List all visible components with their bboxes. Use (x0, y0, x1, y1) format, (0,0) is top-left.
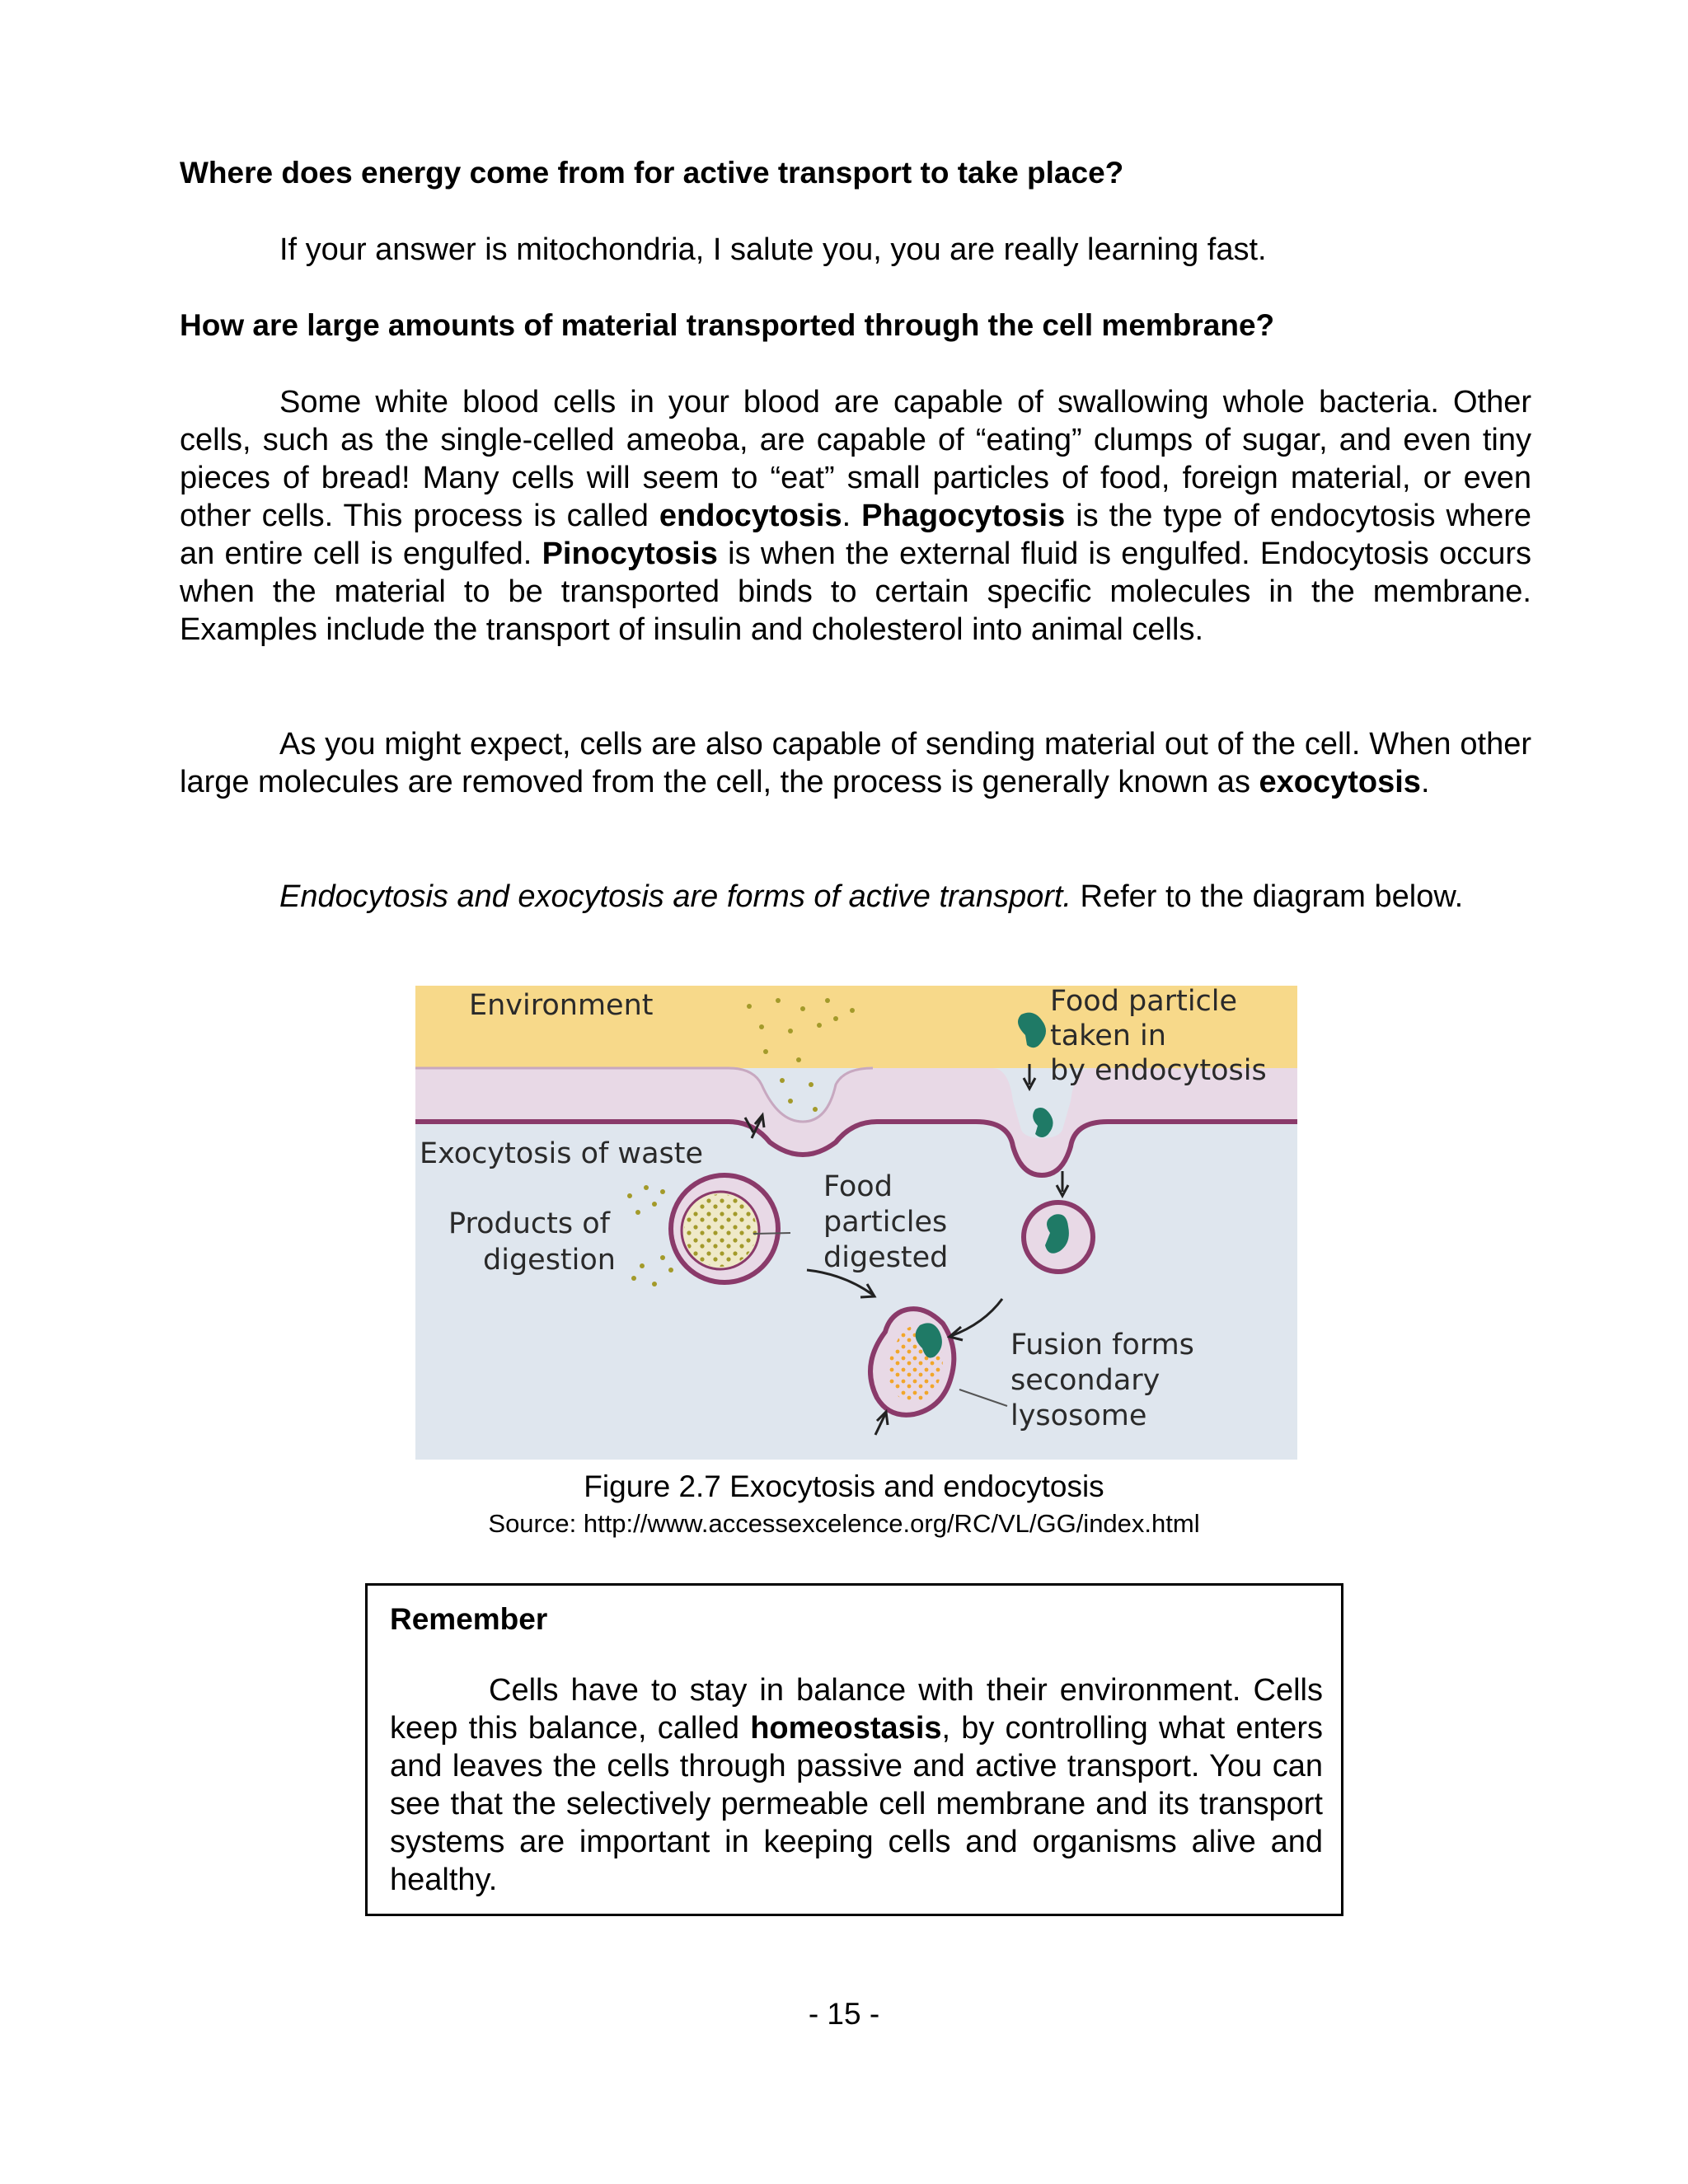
exocytosis-endocytosis-diagram (415, 986, 1297, 1460)
digestion-vesicle (671, 1175, 778, 1282)
label-fusion-1: Fusion forms (1010, 1329, 1194, 1361)
remember-text (390, 1671, 1323, 1899)
paragraph-refer-diagram (180, 878, 1531, 916)
label-environment: Environment (469, 989, 654, 1022)
endocytosis-text-4: is when the external fluid is engulfed. Endocytosis occurs when the material to be transported binds to certain specific molecules in the membrane. Examples include the transport of insulin and cholesterol into animal cells. (180, 537, 1532, 647)
exocytosis-text-2: . (1420, 765, 1430, 799)
exocytosis-text-1: As you might expect, cells are also capable of sending material out of the cell. When other large molecules are removed from the cell, the process is generally known as (180, 727, 1531, 799)
endocytosis-text-1: Some white blood cells in your blood are capable of swallowing whole bacteria. Other cells, such as the single-celled ameoba, are capable of “eating” clumps of sugar, and even tiny pieces of bread! Many cells will seem to “eat” small particles of food, foreign material, or even other cells. This process is called (180, 385, 1531, 533)
paragraph-exocytosis (180, 725, 1531, 801)
refer-text: Refer to the diagram below. (1071, 879, 1464, 914)
label-food-digested-2: particles (823, 1206, 948, 1239)
endocytosis-text-2: . (842, 499, 862, 533)
term-exocytosis: exocytosis (1259, 765, 1421, 799)
label-food-particle-1: Food particle (1050, 986, 1238, 1018)
label-exocytosis-waste: Exocytosis of waste (420, 1137, 704, 1170)
term-endocytosis: endocytosis (659, 499, 842, 533)
figure-caption: Figure 2.7 Exocytosis and endocytosis (584, 1469, 1104, 1503)
label-fusion-3: lysosome (1010, 1399, 1147, 1432)
remember-text-1: Cells have to stay in balance with their environment. Cells keep this balance, called (390, 1673, 1323, 1746)
remember-box (365, 1583, 1343, 1916)
page-number: - 15 - (808, 1997, 880, 2031)
endocytosis-text-3: is the type of endocytosis where an entire cell is engulfed. (180, 499, 1531, 571)
label-food-particle-3: by endocytosis (1050, 1054, 1267, 1087)
label-food-digested-3: digested (823, 1241, 949, 1274)
term-homeostasis: homeostasis (750, 1711, 942, 1746)
label-food-particle-2: taken in (1050, 1019, 1166, 1052)
paragraph-mitochondria: If your answer is mitochondria, I salute you, you are really learning fast. (279, 232, 1267, 267)
question-heading-large-transport: How are large amounts of material transported through the cell membrane? (180, 308, 1275, 342)
paragraph-endocytosis (180, 383, 1531, 649)
figure-source: Source: http://www.accessexcelence.org/RC/VL/GG/index.html (488, 1509, 1200, 1538)
term-phagocytosis: Phagocytosis (861, 499, 1066, 533)
question-heading-energy: Where does energy come from for active transport to take place? (180, 156, 1124, 190)
remember-text-2: , by controlling what enters and leaves the cells through passive and active transport. You can see that the selectively permeable cell membrane and its transport systems are important in keeping cells and organisms alive and healthy. (390, 1711, 1323, 1897)
label-products-1: Products of (448, 1207, 610, 1240)
term-pinocytosis: Pinocytosis (542, 537, 718, 571)
label-products-2: digestion (483, 1244, 616, 1277)
italic-statement: Endocytosis and exocytosis are forms of active transport. (279, 879, 1071, 914)
remember-title: Remember (390, 1602, 548, 1636)
endocytic-vesicle (1024, 1202, 1093, 1272)
label-fusion-2: secondary (1010, 1364, 1160, 1397)
label-food-digested-1: Food (823, 1170, 893, 1203)
